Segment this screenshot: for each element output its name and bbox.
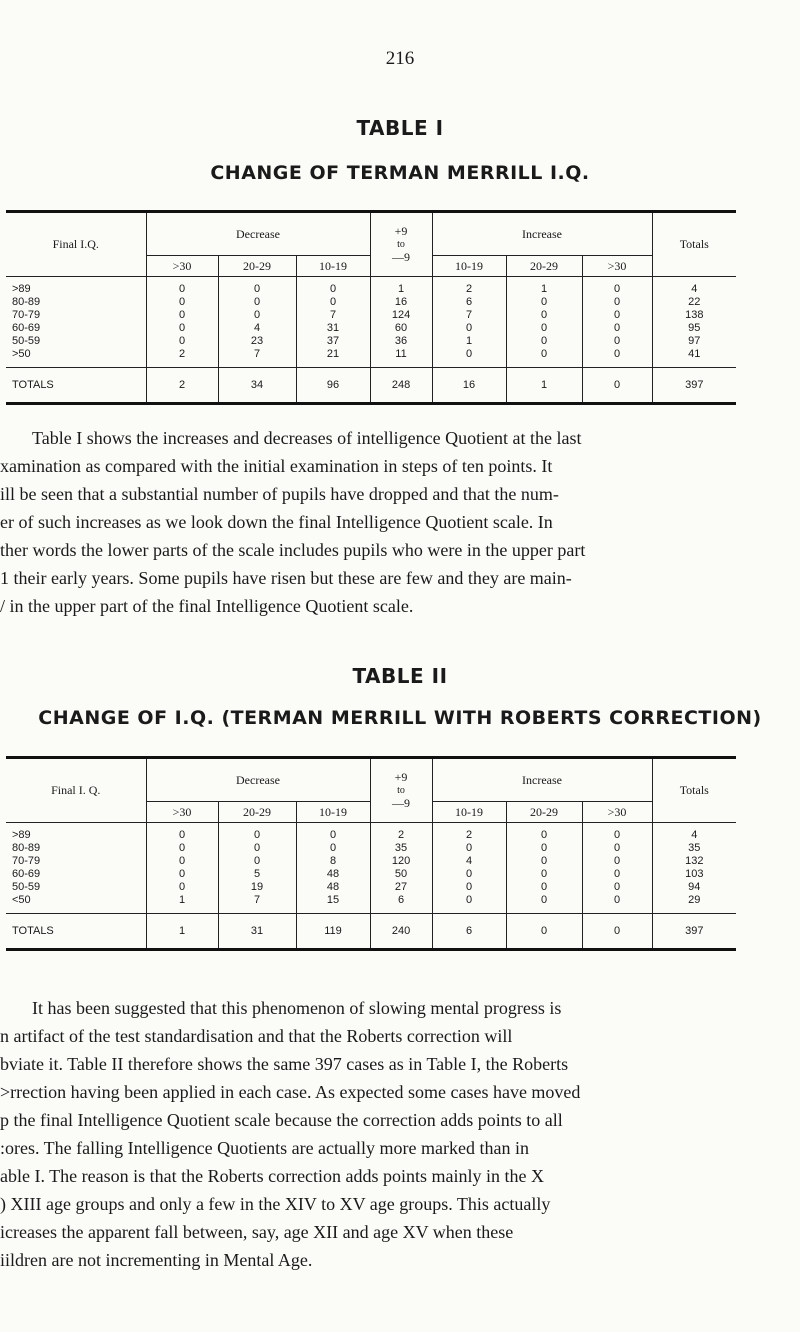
value-column [370, 277, 432, 368]
table-cell: 97 [688, 335, 701, 347]
table-cell: 0 [253, 283, 261, 295]
col-decrease: Decrease [146, 212, 370, 256]
table-cell: 0 [178, 855, 186, 867]
table-cell: 0 [178, 868, 186, 880]
value-column [370, 823, 432, 914]
table-cell: 0 [253, 309, 261, 321]
col-increase: Increase [432, 212, 652, 256]
table-cell: 2 [397, 829, 405, 841]
table-cell: 0 [613, 309, 621, 321]
table-cell: 0 [465, 881, 473, 893]
totals-cell: 248 [370, 368, 432, 404]
table-cell: 4 [691, 283, 698, 295]
table-cell: 7 [253, 894, 261, 906]
table-cell: 0 [540, 842, 548, 854]
table-cell: 0 [613, 335, 621, 347]
table-cell: 2 [178, 348, 186, 360]
table-cell: 4 [691, 829, 698, 841]
row-label: 50-59 [12, 881, 41, 893]
middle-bot: —9 [392, 796, 411, 810]
text-line: It has been suggested that this phenomenon of slowing mental progress is [32, 998, 562, 1018]
table-cell: 23 [250, 335, 264, 347]
table2-title: CHANGE OF I.Q. (TERMAN MERRILL WITH ROBERTS CORRECTION) [38, 707, 762, 729]
middle-top: +9 [394, 770, 408, 784]
middle-bot: —9 [392, 250, 411, 264]
totals-row [6, 368, 736, 404]
totals-cell: 34 [218, 368, 296, 404]
table-cell: 7 [465, 309, 473, 321]
totals-cell: 31 [218, 914, 296, 950]
col-middle [370, 212, 432, 277]
table-row [6, 823, 736, 914]
table-cell: 4 [253, 322, 261, 334]
table-cell: 0 [465, 894, 473, 906]
table-cell: 0 [253, 829, 261, 841]
value-column [296, 277, 370, 368]
totals-cell: 0 [506, 914, 582, 950]
row-label: 80-89 [12, 842, 41, 854]
sub-header: 10-19 [296, 802, 370, 823]
value-column [582, 823, 652, 914]
table-cell: 0 [178, 322, 186, 334]
table-cell: 0 [613, 855, 621, 867]
text-line: 1 their early years. Some pupils have risen but these are few and they are main- [0, 568, 572, 588]
table-cell: 31 [326, 322, 340, 334]
table-cell: 0 [540, 868, 548, 880]
table-cell: 0 [178, 296, 186, 308]
table-row [6, 277, 736, 368]
row-label: 50-59 [12, 335, 41, 347]
table1 [6, 210, 736, 405]
row-label: 70-79 [12, 309, 41, 321]
table-cell: 27 [394, 881, 408, 893]
table-cell: 0 [613, 348, 621, 360]
row-label: >89 [12, 829, 31, 841]
totals-cell: 240 [370, 914, 432, 950]
text-line: n artifact of the test standardisation and that the Roberts correction will [0, 1026, 513, 1046]
table-cell: 1 [465, 335, 473, 347]
table-cell: 0 [329, 842, 337, 854]
value-column [652, 277, 736, 368]
row-labels [6, 277, 146, 368]
table-cell: 0 [613, 842, 621, 854]
table-cell: 41 [688, 348, 701, 360]
sub-header: 20-29 [506, 802, 582, 823]
table-cell: 132 [685, 855, 704, 867]
text-line: >rrection having been applied in each case. As expected some cases have moved [0, 1082, 581, 1102]
table-cell: 60 [394, 322, 408, 334]
text-line: :ores. The falling Intelligence Quotients are actually more marked than in [0, 1138, 529, 1158]
table-cell: 2 [465, 829, 473, 841]
table-cell: 0 [465, 322, 473, 334]
table-cell: 21 [326, 348, 340, 360]
row-label: 70-79 [12, 855, 41, 867]
totals-cell: 119 [296, 914, 370, 950]
sub-header: >30 [582, 802, 652, 823]
table-cell: 7 [253, 348, 261, 360]
table-cell: 0 [540, 894, 548, 906]
row-label: 80-89 [12, 296, 41, 308]
totals-cell: 96 [296, 368, 370, 404]
col-totals: Totals [652, 212, 736, 277]
value-column [506, 823, 582, 914]
table-cell: 15 [326, 894, 340, 906]
table-cell: 0 [178, 829, 186, 841]
table-cell: 124 [391, 309, 411, 321]
table-cell: 0 [253, 842, 261, 854]
sub-header: >30 [146, 802, 218, 823]
table-cell: 0 [329, 283, 337, 295]
totals-cell: 1 [506, 368, 582, 404]
sub-header: 10-19 [432, 256, 506, 277]
totals-cell: 2 [146, 368, 218, 404]
paragraph-2 [0, 994, 800, 1274]
table-cell: 0 [613, 829, 621, 841]
text-line: bviate it. Table II therefore shows the same 397 cases as in Table I, the Roberts [0, 1054, 569, 1074]
text-line: p the final Intelligence Quotient scale because the correction adds points to all [0, 1110, 563, 1130]
table-cell: 35 [688, 842, 701, 854]
table-cell: 0 [178, 309, 186, 321]
totals-cell: 16 [432, 368, 506, 404]
sub-header: >30 [582, 256, 652, 277]
text-line: iildren are not incrementing in Mental Age. [0, 1250, 313, 1270]
table2-heading: TABLE II [352, 664, 448, 688]
value-column [506, 277, 582, 368]
paragraph-1 [0, 424, 800, 620]
totals-row [6, 914, 736, 950]
table-cell: 0 [253, 296, 261, 308]
table-cell: 0 [540, 855, 548, 867]
table-cell: 0 [329, 296, 337, 308]
totals-cell: 397 [652, 914, 736, 950]
col-totals: Totals [652, 758, 736, 823]
table-cell: 48 [326, 881, 340, 893]
value-column [146, 823, 218, 914]
value-column [296, 823, 370, 914]
sub-header: >30 [146, 256, 218, 277]
value-column [432, 823, 506, 914]
table-cell: 0 [178, 335, 186, 347]
table-cell: 0 [540, 881, 548, 893]
table-cell: 0 [540, 829, 548, 841]
table-cell: 0 [178, 283, 186, 295]
text-line: able I. The reason is that the Roberts correction adds points mainly in the X [0, 1166, 545, 1186]
table-cell: 0 [178, 881, 186, 893]
table-cell: 16 [394, 296, 408, 308]
table-cell: 29 [688, 894, 701, 906]
table-cell: 6 [465, 296, 473, 308]
value-column [218, 277, 296, 368]
table2 [6, 756, 736, 951]
table-cell: 0 [613, 894, 621, 906]
value-column [218, 823, 296, 914]
totals-cell: 0 [582, 368, 652, 404]
col-final-iq: Final I. Q. [6, 758, 146, 823]
table-cell: 0 [613, 881, 621, 893]
sub-header: 10-19 [296, 256, 370, 277]
table-cell: 6 [397, 894, 405, 906]
totals-label: TOTALS [6, 368, 146, 404]
table-cell: 1 [178, 894, 186, 906]
table-cell: 120 [391, 855, 411, 867]
totals-label: TOTALS [6, 914, 146, 950]
text-line: xamination as compared with the initial examination in steps of ten points. It [0, 456, 553, 476]
row-label: >89 [12, 283, 31, 295]
table-cell: 0 [540, 309, 548, 321]
totals-cell: 0 [582, 914, 652, 950]
table-cell: 0 [329, 829, 337, 841]
table-cell: 0 [253, 855, 261, 867]
table-cell: 11 [395, 348, 407, 360]
table-cell: 4 [465, 855, 473, 867]
row-label: 60-69 [12, 322, 41, 334]
sub-header: 10-19 [432, 802, 506, 823]
text-line: er of such increases as we look down the final Intelligence Quotient scale. In [0, 512, 553, 532]
sub-header: 20-29 [506, 256, 582, 277]
table-cell: 0 [465, 868, 473, 880]
table-cell: 8 [329, 855, 337, 867]
table-cell: 22 [688, 296, 701, 308]
table-cell: 36 [394, 335, 408, 347]
table-cell: 95 [688, 322, 701, 334]
table-cell: 94 [688, 881, 701, 893]
text-line: / in the upper part of the final Intelligence Quotient scale. [0, 596, 414, 616]
table-cell: 0 [613, 868, 621, 880]
text-line: ill be seen that a substantial number of pupils have dropped and that the num- [0, 484, 559, 504]
text-line: Table I shows the increases and decreases of intelligence Quotient at the last [32, 428, 582, 448]
table-cell: 0 [465, 348, 473, 360]
row-labels [6, 823, 146, 914]
table-cell: 1 [540, 283, 548, 295]
col-decrease: Decrease [146, 758, 370, 802]
table-cell: 2 [465, 283, 473, 295]
row-label: >50 [12, 348, 31, 360]
middle-mid: to [397, 785, 405, 796]
table1-title: CHANGE OF TERMAN MERRILL I.Q. [210, 162, 590, 184]
table1-totals [6, 368, 736, 404]
sub-header: 20-29 [218, 802, 296, 823]
table-cell: 0 [178, 842, 186, 854]
table-cell: 0 [613, 322, 621, 334]
text-line: ) XIII age groups and only a few in the XIV to XV age groups. This actually [0, 1194, 551, 1214]
table-cell: 35 [394, 842, 408, 854]
table-cell: 5 [253, 868, 261, 880]
sub-header: 20-29 [218, 256, 296, 277]
table-cell: 103 [685, 868, 704, 880]
text-line: ther words the lower parts of the scale includes pupils who were in the upper part [0, 540, 586, 560]
table2-totals [6, 914, 736, 950]
table-cell: 48 [326, 868, 340, 880]
table-cell: 0 [540, 296, 548, 308]
col-middle [370, 758, 432, 823]
totals-cell: 6 [432, 914, 506, 950]
table1-body [6, 277, 736, 368]
middle-mid: to [397, 239, 405, 250]
text-line: icreases the apparent fall between, say, age XII and age XV when these [0, 1222, 514, 1242]
table2-body [6, 823, 736, 914]
table-cell: 0 [540, 348, 548, 360]
col-increase: Increase [432, 758, 652, 802]
middle-top: +9 [394, 224, 408, 238]
table-cell: 138 [685, 309, 704, 321]
table-cell: 0 [540, 335, 548, 347]
value-column [146, 277, 218, 368]
table-cell: 1 [397, 283, 405, 295]
value-column [432, 277, 506, 368]
page-number: 216 [385, 48, 415, 69]
value-column [582, 277, 652, 368]
table-cell: 0 [613, 283, 621, 295]
table-cell: 0 [465, 842, 473, 854]
row-label: <50 [12, 894, 31, 906]
table-cell: 37 [326, 335, 340, 347]
totals-cell: 397 [652, 368, 736, 404]
table1-heading: TABLE I [356, 116, 444, 140]
table-cell: 0 [613, 296, 621, 308]
table-cell: 0 [540, 322, 548, 334]
table-cell: 19 [250, 881, 264, 893]
col-final-iq: Final I.Q. [6, 212, 146, 277]
totals-cell: 1 [146, 914, 218, 950]
value-column [652, 823, 736, 914]
row-label: 60-69 [12, 868, 41, 880]
table-cell: 7 [329, 309, 337, 321]
table-cell: 50 [394, 868, 408, 880]
